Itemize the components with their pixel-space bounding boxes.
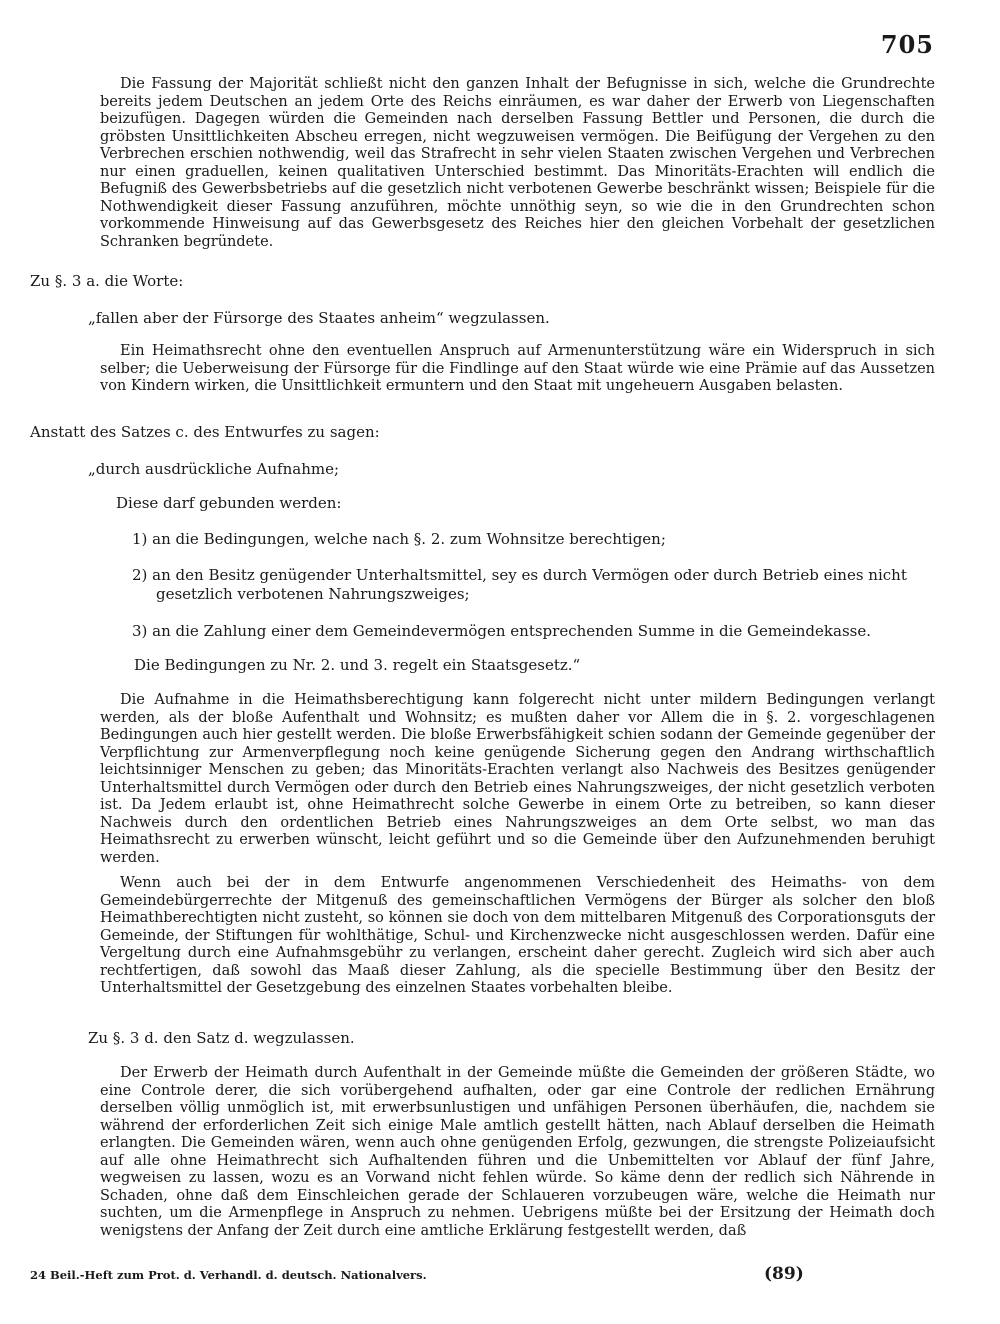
quote-staatsgesetz: Die Bedingungen zu Nr. 2. und 3. regelt ein Staatsgesetz.“ — [134, 656, 581, 674]
footer-source: 24 Beil.-Heft zum Prot. d. Verhandl. d. deutsch. Nationalvers. — [30, 1268, 427, 1282]
paragraph-aufnahme: Die Aufnahme in die Heimathsberechtigung kann folgerecht nicht unter mildern Bedingungen verlangt werden, als der bloße Aufenthalt und Wohnsitz; es mußten daher vor Allem die in §. 2. vorgeschlagenen Bedingungen auch hier gestellt werden. Die bloße Erwerbsfähigkeit schien sodann der Gemeinde gegenüber der Verpflichtung zur Armenverpflegung noch keine genügende Sicherung gegen den Andrang wirthschaftlich leichtsinniger Menschen zu geben; das Minoritäts-Erachten verlangt also Nachweis des Besitzes genügender Unterhaltsmittel durch Vermögen oder durch den Betrieb eines Nahrungszweiges, der nicht gesetzlich verboten ist. Da Jedem erlaubt ist, ohne Heimathrecht solche Gewerbe in einem Orte zu betreiben, so kann dieser Nachweis durch den ordentlichen Betrieb eines Nahrungszweiges an dem Orte selbst, wo man das Heimathsrecht zu erwerben wünscht, leicht geführt und so die Gemeinde über den Aufzunehmenden beruhigt werden. — [100, 692, 935, 866]
paragraph-heimathsrecht: Ein Heimathsrecht ohne den eventuellen Anspruch auf Armenunterstützung wäre ein Widerspruch in sich selber; die Ueberweisung der Fürsorge für die Findlinge auf den Staat würde wie eine Prämie auf das Aussetzen von Kindern wirken, die Unsittlichkeit ermuntern und den Staat mit ungeheuern Ausgaben belasten. — [100, 343, 935, 394]
list-item-3: 3) an die Zahlung einer dem Gemeindevermögen entsprechenden Summe in die Gemeindekasse. — [132, 622, 871, 640]
quote-gebunden: Diese darf gebunden werden: — [116, 494, 342, 512]
footer-sheet-number: (89) — [764, 1264, 804, 1284]
page-number: 705 — [880, 30, 934, 59]
quote-fallen-aber: „fallen aber der Fürsorge des Staates anheim“ wegzulassen. — [88, 309, 550, 327]
paragraph-verschiedenheit: Wenn auch bei der in dem Entwurfe angenommenen Verschiedenheit des Heimaths- von dem Gemeindebürgerrechte der Mitgenuß des gemeinschaftlichen Vermögens der Bürger als solcher den bloß Heimathberechtigten nicht zusteht, so können sie doch von dem mittelbaren Mitgenuß des Corporationsguts der Gemeinde, der Stiftungen für wohlthätige, Schul- und Kirchenzwecke nicht ausgeschlossen werden. Dafür eine Vergeltung durch eine Aufnahmsgebühr zu verlangen, erscheint daher gerecht. Zugleich wird sich aber auch rechtfertigen, daß sowohl das Maaß dieser Zahlung, als die specielle Bestimmung über den Besitz der Unterhaltsmittel der Gesetzgebung des einzelnen Staates vorbehalten bleibe. — [100, 875, 935, 996]
section-heading-3d: Zu §. 3 d. den Satz d. wegzulassen. — [88, 1029, 355, 1047]
paragraph-majority: Die Fassung der Majorität schließt nicht den ganzen Inhalt der Befugnisse in sich, welche die Grundrechte bereits jedem Deutschen an jedem Orte des Reichs einräumen, es war daher der Erwerb von Liegenschaften beizufügen. Dagegen würden die Gemeinden nach derselben Fassung Bettler und Personen, die durch die gröbsten Unsittlichkeiten Abscheu erregen, nicht wegzuweisen vermögen. Die Beifügung der Vergehen zu den Verbrechen erschien nothwendig, weil das Strafrecht in sehr vielen Staaten zwischen Vergehen und Verbrechen nur einen graduellen, keinen qualitativen Unterschied bestimmt. Das Minoritäts-Erachten will endlich die Befugniß des Gewerbsbetriebs auf die gesetzlich nicht verbotenen Gewerbe beschränkt wissen; Beispiele für die Nothwendigkeit dieser Fassung anzuführen, möchte unnöthig seyn, so wie die in den Grundrechten schon vorkommende Hinweisung auf das Gewerbsgesetz des Reiches hier den gleichen Vorbehalt der gesetzlichen Schranken begründete. — [100, 76, 935, 250]
quote-aufnahme: „durch ausdrückliche Aufnahme; — [88, 460, 340, 478]
section-heading-satz-c: Anstatt des Satzes c. des Entwurfes zu sagen: — [30, 423, 380, 441]
section-heading-3a: Zu §. 3 a. die Worte: — [30, 272, 184, 290]
list-item-1: 1) an die Bedingungen, welche nach §. 2. zum Wohnsitze berechtigen; — [132, 530, 666, 548]
list-item-2: 2) an den Besitz genügender Unterhaltsmittel, sey es durch Vermögen oder durch Betrieb eines nicht gesetzlich verbotenen Nahrungszweiges; — [132, 566, 907, 603]
paragraph-erwerb-heimath: Der Erwerb der Heimath durch Aufenthalt in der Gemeinde müßte die Gemeinden der größeren Städte, wo eine Controle derer, die sich vorübergehend aufhalten, oder gar eine Controle der redlichen Ernährung derselben völlig unmöglich ist, mit erwerbsunlustigen und unfähigen Personen überhäufen, die, nachdem sie während der erforderlichen Zeit sich einige Male amtlich gestellt hätten, nach Ablauf derselben die Heimath erlangten. Die Gemeinden wären, wenn auch ohne genügenden Erfolg, gezwungen, die strengste Polizeiaufsicht auf alle ohne Heimathrecht sich Aufhaltenden führen und die Unbemittelten vor Ablauf der fünf Jahre, wegweisen zu lassen, wozu es an Vorwand nicht fehlen würde. So käme denn der redlich sich Nährende in Schaden, ohne daß dem Einschleichen gerade der Schlaueren vorzubeugen wäre, welche die Heimath nur suchten, um die Armenpflege in Anspruch zu nehmen. Uebrigens müßte bei der Ersitzung der Heimath doch wenigstens der Anfang der Zeit durch eine amtliche Erklärung festgestellt werden, daß — [100, 1065, 935, 1239]
